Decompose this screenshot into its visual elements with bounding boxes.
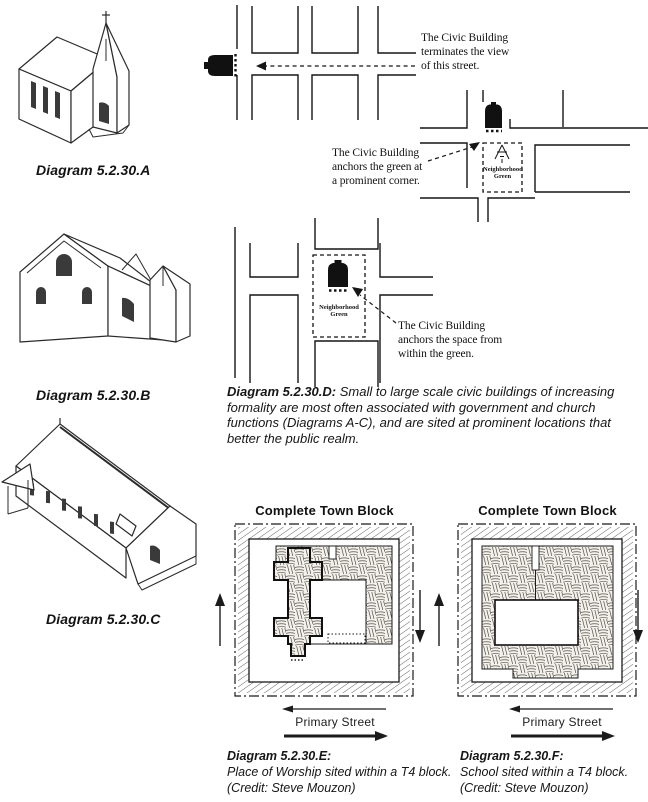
street-arrow-right-icon (507, 731, 617, 741)
window-icon (43, 86, 48, 114)
diagram-a-label: Diagram 5.2.30.A (36, 162, 151, 178)
window-icon (55, 91, 60, 119)
arch-window-icon (82, 287, 92, 304)
civic-building-icon (204, 55, 233, 76)
caption-e-title: Diagram 5.2.30.E: (227, 749, 332, 763)
dashed-sightline-arrow (256, 62, 415, 71)
block-f-title: Complete Town Block (478, 503, 617, 518)
civic-building-sketch-b (2, 190, 200, 385)
street-arrow-left-icon (507, 705, 617, 713)
caption-f (460, 748, 645, 796)
caption-f-line2: (Credit: Steve Mouzon) (460, 781, 589, 795)
civic-building-icon (328, 260, 348, 287)
caption-d-title: Diagram 5.2.30.D: (227, 384, 337, 399)
one-way-arrow-down-icon (632, 588, 644, 644)
alley-notch (532, 546, 539, 570)
caption-e-line2: (Credit: Steve Mouzon) (227, 781, 356, 795)
school-footprint (495, 600, 578, 645)
primary-street-widget-f (507, 705, 617, 741)
arch-window-icon (56, 254, 72, 276)
door-icon (99, 102, 109, 124)
street-plan-terminated-vista (198, 4, 420, 128)
diagram-b-label: Diagram 5.2.30.B (36, 387, 151, 403)
corner-annotation: The Civic Building anchors the green at a prominent corner. (332, 147, 423, 187)
tree-icon (495, 145, 509, 163)
dashed-pointer-arrow (428, 142, 480, 161)
caption-e-line1: Place of Worship sited within a T4 block. (227, 765, 452, 779)
arch-window-icon (36, 287, 46, 304)
town-block-e-drawing (232, 520, 417, 702)
street-arrow-right-icon (280, 731, 390, 741)
primary-street-label-e: Primary Street (295, 715, 375, 729)
green-label: Neighborhood Green (483, 166, 523, 180)
church-sketch-a (5, 3, 170, 158)
caption-f-line1: School sited within a T4 block. (460, 765, 629, 779)
one-way-arrow-up-icon (214, 592, 226, 648)
street-plan-green-corner (400, 84, 648, 224)
caption-d (227, 384, 645, 446)
street-arrow-left-icon (280, 705, 390, 713)
window-icon (31, 81, 36, 109)
one-way-arrow-down-icon (414, 588, 426, 644)
block-e-title: Complete Town Block (255, 503, 394, 518)
town-block-f-drawing (455, 520, 640, 702)
terminate-annotation: The Civic Building terminates the view of this street. (421, 32, 510, 72)
green-label: Neighborhood Green (319, 304, 359, 318)
alley-notch (329, 546, 336, 559)
caption-d-body: Small to large scale civic buildings of increasing formality are most often associated with government and church functions (Diagrams A-C), and are sited at prominent locations that better the public realm. (227, 384, 615, 446)
primary-street-widget-e (280, 705, 390, 741)
primary-street-label-f: Primary Street (522, 715, 602, 729)
one-way-arrow-up-icon (433, 592, 445, 648)
civic-building-sketch-c (0, 418, 208, 610)
caption-e (227, 748, 452, 796)
caption-f-title: Diagram 5.2.30.F: (460, 749, 564, 763)
street-plan-green-within (228, 213, 436, 391)
diagram-c-label: Diagram 5.2.30.C (46, 611, 161, 627)
within-annotation: The Civic Building anchors the space from within the green. (398, 320, 503, 360)
civic-building-icon (485, 102, 502, 128)
